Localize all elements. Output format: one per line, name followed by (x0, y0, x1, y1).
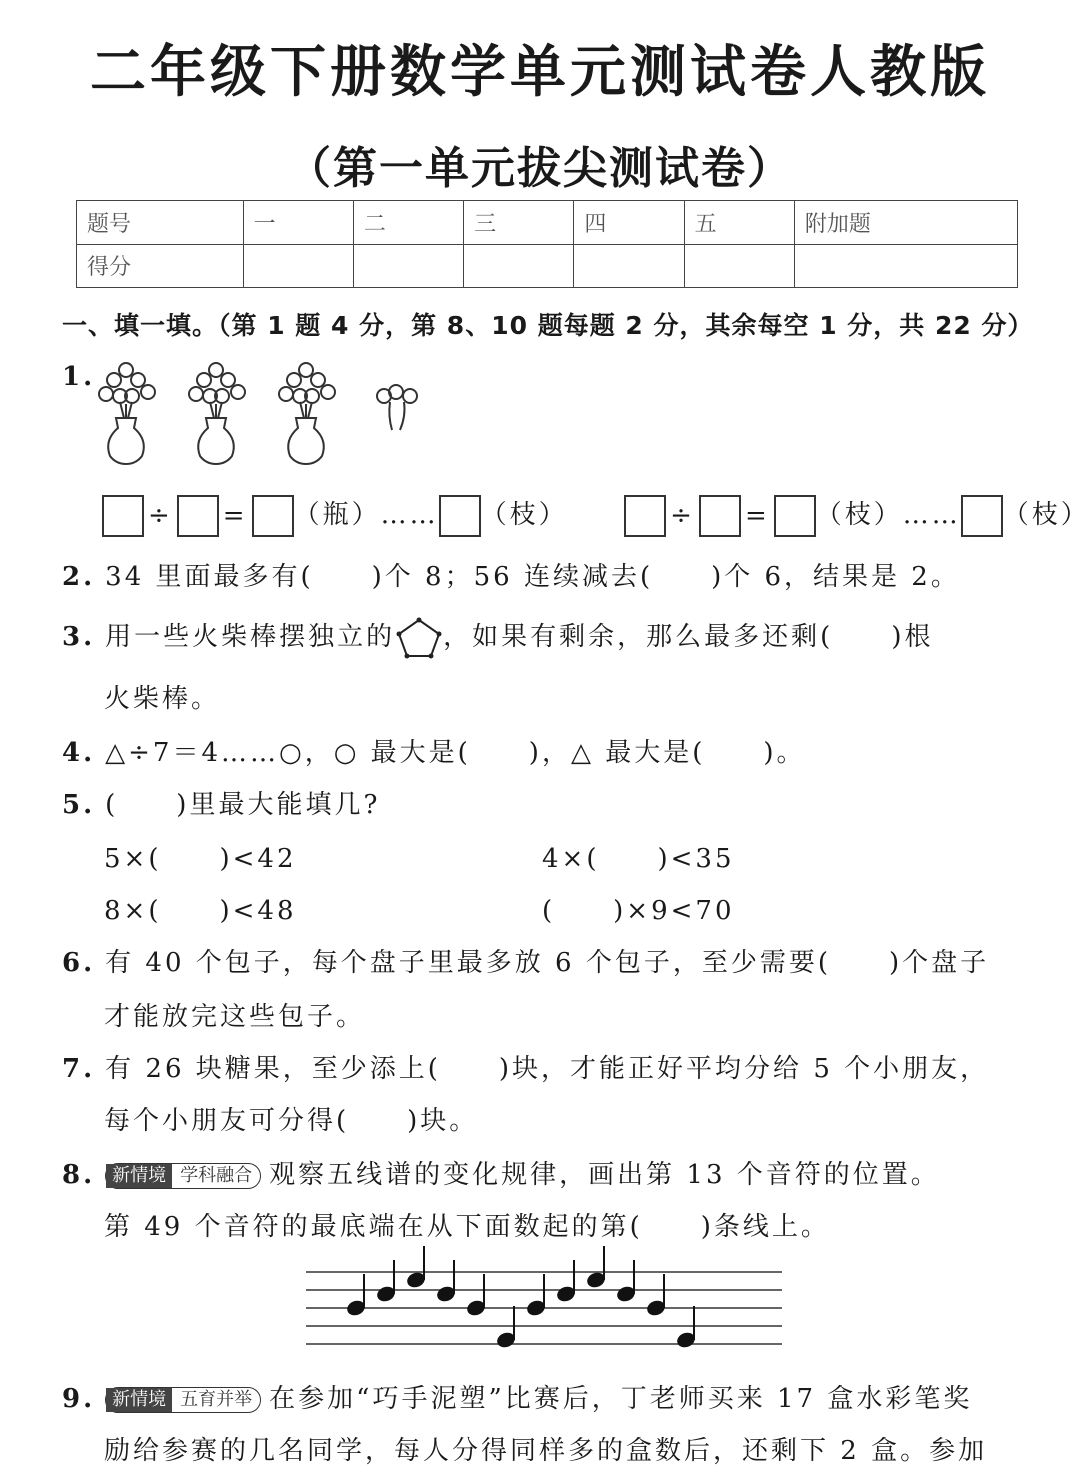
answer-box[interactable] (624, 495, 666, 537)
page-title: 二年级下册数学单元测试卷人教版 (90, 40, 990, 105)
answer-box[interactable] (177, 495, 219, 537)
score-cell: 二 (353, 201, 463, 245)
answer-box[interactable] (961, 495, 1003, 537)
answer-box[interactable] (102, 495, 144, 537)
question-5-a: 5×( )<42 (104, 844, 297, 874)
question-5-c: 8×( )<48 (104, 896, 297, 926)
score-input-cell[interactable] (794, 244, 1017, 288)
question-3: 3. 用一些火柴棒摆独立的 ，如果有剩余，那么最多还剩( )根 (62, 616, 933, 660)
music-notes (345, 1246, 697, 1350)
question-9-cont: 励给参赛的几名同学，每人分得同样多的盒数后，还剩下 2 盒。参加 (104, 1436, 988, 1466)
score-table (76, 200, 1018, 288)
section-heading: 一、填一填。（第 1 题 4 分，第 8、10 题每题 2 分，其余每空 1 分，共 22 分） (62, 311, 1034, 340)
answer-box[interactable] (699, 495, 741, 537)
question-8-cont: 第 49 个音符的最底端在从下面数起的第( )条线上。 (104, 1212, 830, 1242)
score-cell: 附加题 (794, 201, 1017, 245)
question-2: 2. 34 里面最多有( )个 8；56 连续减去( )个 6，结果是 2。 (62, 562, 960, 592)
score-cell: 三 (464, 201, 574, 245)
question-3-cont: 火柴棒。 (104, 684, 221, 714)
answer-box[interactable] (439, 495, 481, 537)
q1-equations: ÷ = （瓶）…… （枝） ÷ = （枝）…… （枝） (102, 494, 1090, 537)
answer-box[interactable] (774, 495, 816, 537)
score-input-cell[interactable] (684, 244, 794, 288)
score-input-cell[interactable] (243, 244, 353, 288)
music-staff (306, 1262, 786, 1354)
question-6: 6. 有 40 个包子，每个盘子里最多放 6 个包子，至少需要( )个盘子 (62, 948, 990, 978)
question-5-d: ( )×9<70 (542, 896, 735, 926)
score-input-cell[interactable] (464, 244, 574, 288)
flower-vases-illustration (96, 352, 436, 468)
question-number: 1. (62, 362, 96, 392)
score-cell: 五 (684, 201, 794, 245)
score-cell: 四 (574, 201, 684, 245)
question-4: 4. △÷7＝4……○，○ 最大是( )，△ 最大是( )。 (62, 738, 806, 768)
context-tag: 新情境 五育并举 (105, 1387, 261, 1413)
question-8: 8. 新情境 学科融合 观察五线谱的变化规律，画出第 13 个音符的位置。 (62, 1160, 940, 1190)
score-table-header-row (77, 201, 1018, 245)
score-table-score-row (77, 244, 1018, 288)
answer-box[interactable] (252, 495, 294, 537)
question-5: 5. ( )里最大能填几? (62, 790, 381, 820)
score-cell: 得分 (77, 244, 244, 288)
page-subtitle: （第一单元拔尖测试卷） (287, 143, 793, 194)
question-7: 7. 有 26 块糖果，至少添上( )块，才能正好平均分给 5 个小朋友， (62, 1054, 990, 1084)
question-7-cont: 每个小朋友可分得( )块。 (104, 1106, 479, 1136)
score-cell: 题号 (77, 201, 244, 245)
question-5-b: 4×( )<35 (542, 844, 735, 874)
score-input-cell[interactable] (353, 244, 463, 288)
score-cell: 一 (243, 201, 353, 245)
question-9: 9. 新情境 五育并举 在参加“巧手泥塑”比赛后，丁老师买来 17 盒水彩笔奖 (62, 1384, 973, 1414)
score-input-cell[interactable] (574, 244, 684, 288)
question-6-cont: 才能放完这些包子。 (104, 1002, 366, 1032)
pentagon-icon (395, 616, 443, 660)
context-tag: 新情境 学科融合 (105, 1163, 261, 1189)
